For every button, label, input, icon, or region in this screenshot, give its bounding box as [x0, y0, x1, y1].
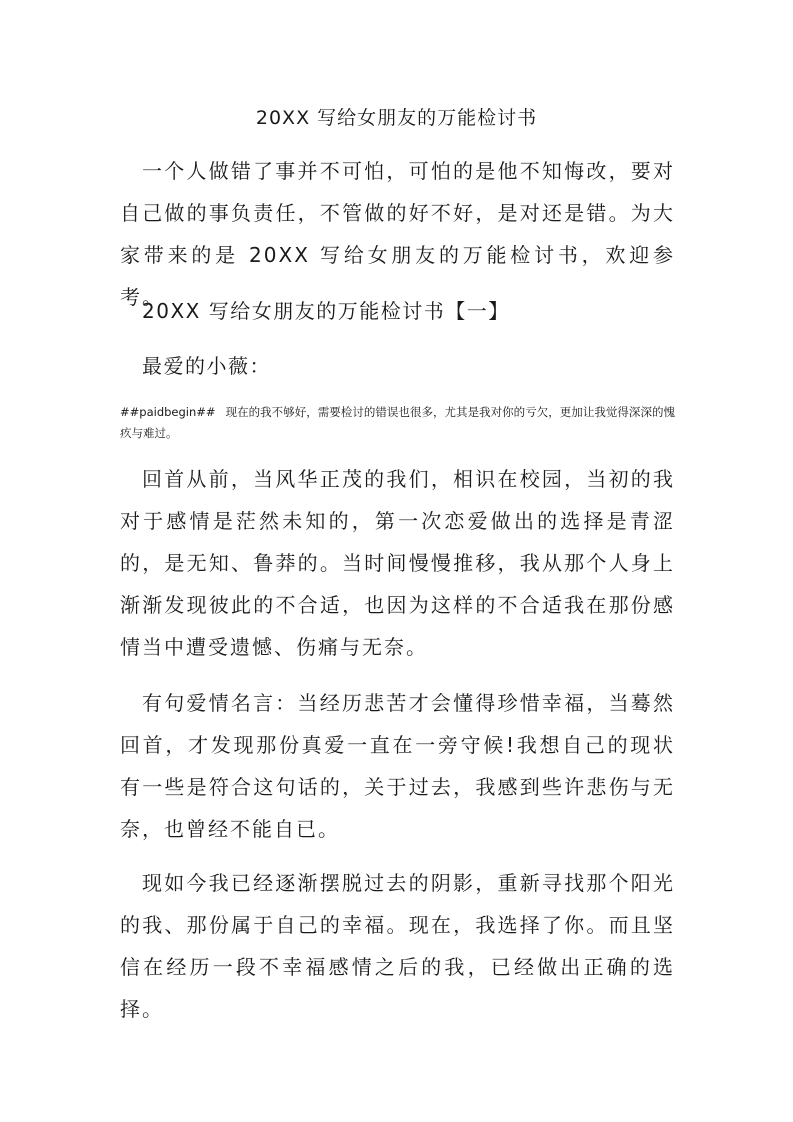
- body-paragraph: 回首从前，当风华正茂的我们，相识在校园，当初的我对于感情是茫然未知的，第一次恋爱做出的选择是青涩的，是无知、鲁莽的。当时间慢慢推移，我从那个人身上渐渐发现彼此的不合适，也因为这样的不合适我在那份感情当中遭受遗憾、伤痛与无奈。: [120, 467, 675, 659]
- paid-text: 现在的我不够好，需要检讨的错误也很多，尤其是我对你的亏欠，更加让我觉得深深的愧疚与难过。: [120, 405, 675, 440]
- document-title: 20XX 写给女朋友的万能检讨书: [255, 107, 538, 129]
- body-paragraph: 有句爱情名言：当经历悲苦才会懂得珍惜幸福，当蓦然回首，才发现那份真爱一直在一旁守候!我想自己的现状有一些是符合这句话的，关于过去，我感到些许悲伤与无奈，也曾经不能自已。: [120, 691, 675, 841]
- paid-tag: ##paidbegin##: [120, 405, 216, 419]
- body-paragraph: 现如今我已经逐渐摆脱过去的阴影，重新寻找那个阳光的我、那份属于自己的幸福。现在，我选择了你。而且坚信在经历一段不幸福感情之后的我，已经做出正确的选择。: [120, 871, 675, 1021]
- intro-paragraph: 一个人做错了事并不可怕，可怕的是他不知悔改，要对自己做的事负责任，不管做的好不好，是对还是错。为大家带来的是 20XX 写给女朋友的万能检讨书，欢迎参考。: [120, 159, 675, 309]
- paid-paragraph: [120, 402, 675, 444]
- salutation: 最爱的小薇：: [142, 354, 271, 378]
- section-heading: 20XX 写给女朋友的万能检讨书【一】: [142, 299, 510, 323]
